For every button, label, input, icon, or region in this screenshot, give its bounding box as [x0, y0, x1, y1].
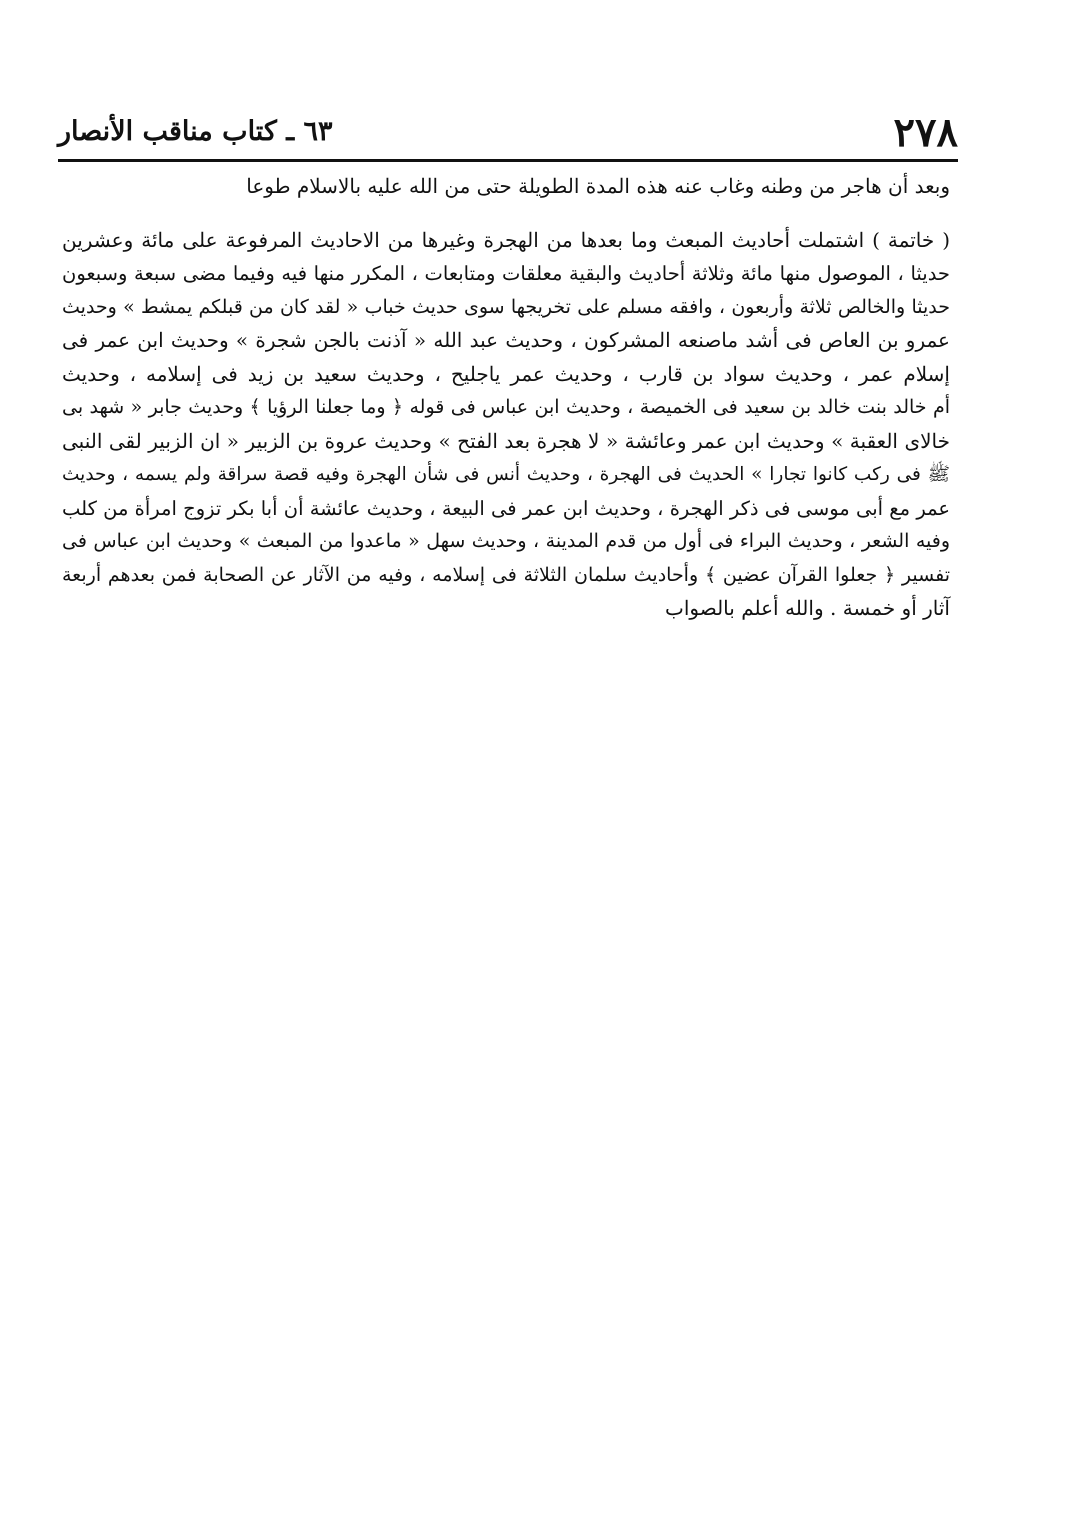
text-line: إسلام عمر ، وحديث سواد بن قارب ، وحديث عمر ياجليح ، وحديث سعيد بن زيد فى إسلامه ، وحديث	[62, 361, 950, 386]
page-number: ٢٧٨	[893, 109, 958, 156]
text-line: أم خالد بنت خالد بن سعيد فى الخميصة ، وحديث ابن عباس فى قوله ﴿ وما جعلنا الرؤيا ﴾ وحديث جابر « شهد بى	[62, 396, 950, 418]
text-line: حديثا والخالص ثلاثة وأربعون ، وافقه مسلم على تخريجها سوى حديث خباب « لقد كان من قبلكم يمشط » وحديث	[62, 295, 950, 318]
text-line: تفسير ﴿ جعلوا القرآن عضين ﴾ وأحاديث سلمان الثلاثة فى إسلامه ، وفيه من الآثار عن الصحابة فمن بعدهم أربعة	[62, 563, 950, 586]
text-line: ( خاتمة ) اشتملت أحاديث المبعث وما بعدها من الهجرة وغيرها من الاحاديث المرفوعة على مائة وعشرين	[62, 227, 950, 252]
text-line: ﷺ فى ركب كانوا تجارا » الحديث فى الهجرة ، وحديث أنس فى شأن الهجرة وفيه قصة سراقة ولم يسمه ، وحديث	[62, 464, 950, 485]
body-text	[62, 170, 950, 626]
text-line: وبعد أن هاجر من وطنه وغاب عنه هذه المدة الطويلة حتى من الله عليه بالاسلام طوعا	[246, 174, 950, 198]
running-title: ٦٣ ـ كتاب مناقب الأنصار	[58, 116, 333, 147]
text-line: حديثا ، الموصول منها مائة وثلاثة أحاديث والبقية معلقات ومتابعات ، المكرر منها فيه وفيما مضى سبعة وسبعون	[62, 262, 950, 285]
page-header	[58, 108, 958, 158]
text-line: عمر مع أبى موسى فى ذكر الهجرة ، وحديث ابن عمر فى البيعة ، وحديث عائشة أن أبا بكر تزوج امرأة من كلب	[62, 496, 950, 520]
text-line: عمرو بن العاص فى أشد ماصنعه المشركون ، وحديث عبد الله « آذنت بالجن شجرة » وحديث ابن عمر فى	[62, 328, 950, 352]
header-rule	[58, 159, 958, 162]
text-line: آثار أو خمسة . والله أعلم بالصواب	[665, 596, 950, 620]
text-line: خالاى العقبة » وحديث ابن عمر وعائشة « لا هجرة بعد الفتح » وحديث عروة بن الزبير « ان الزبير لقى النبى	[62, 428, 950, 453]
text-line: وفيه الشعر ، وحديث البراء فى أول من قدم المدينة ، وحديث سهل « ماعدوا من المبعث » وحديث ابن عباس فى	[62, 530, 950, 552]
